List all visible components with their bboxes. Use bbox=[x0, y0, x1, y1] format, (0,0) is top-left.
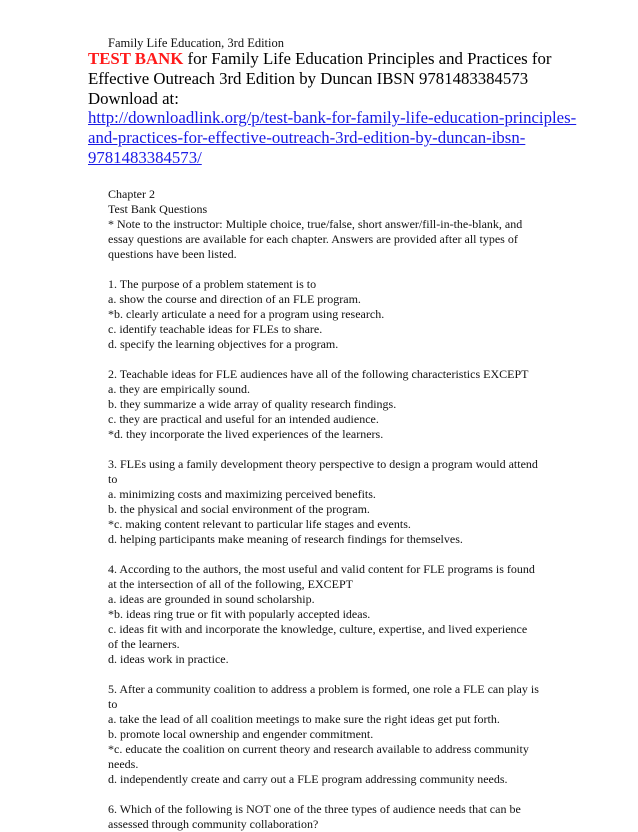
answer-option-line: b. promote local ownership and engender commitment. bbox=[108, 727, 374, 741]
question-stem-line: to bbox=[108, 697, 118, 711]
question-spacer bbox=[108, 442, 578, 457]
question-item bbox=[108, 367, 578, 442]
promo-title-text: for Family Life Education Principles and Practices for Effective Outreach 3rd Edition by Duncan IBSN 9781483384573 bbox=[88, 49, 552, 88]
question-stem-line: to bbox=[108, 472, 118, 486]
document-body bbox=[108, 187, 578, 832]
instructor-note-line: * Note to the instructor: Multiple choice, true/false, short answer/fill-in-the-blank, and bbox=[108, 217, 523, 231]
download-link-line: and-practices-for-effective-outreach-3rd-edition-by-duncan-ibsn- bbox=[88, 128, 526, 148]
question-stem-line: assessed through community collaboration? bbox=[108, 817, 319, 831]
question-spacer bbox=[108, 352, 578, 367]
answer-option-line: a. ideas are grounded in sound scholarship. bbox=[108, 592, 315, 606]
answer-option-line: *b. ideas ring true or fit with popularly accepted ideas. bbox=[108, 607, 371, 621]
answer-option-line: c. they are practical and useful for an intended audience. bbox=[108, 412, 379, 426]
question-spacer bbox=[108, 262, 578, 277]
answer-option-line: a. they are empirically sound. bbox=[108, 382, 250, 396]
download-label: Download at: bbox=[88, 88, 179, 108]
question-spacer bbox=[108, 547, 578, 562]
answer-option-line: of the learners. bbox=[108, 637, 180, 651]
question-stem-line: 5. After a community coalition to address a problem is formed, one role a FLE can play is bbox=[108, 682, 539, 696]
answer-option-line: c. ideas fit with and incorporate the knowledge, culture, expertise, and lived experience bbox=[108, 622, 528, 636]
answer-option-line: d. ideas work in practice. bbox=[108, 652, 229, 666]
answer-option-line: d. helping participants make meaning of research findings for themselves. bbox=[108, 532, 463, 546]
promo-block bbox=[88, 49, 583, 168]
question-stem-line: 3. FLEs using a family development theory perspective to design a program would attend bbox=[108, 457, 538, 471]
answer-option-line: c. identify teachable ideas for FLEs to share. bbox=[108, 322, 323, 336]
question-spacer bbox=[108, 787, 578, 802]
question-spacer bbox=[108, 667, 578, 682]
question-list bbox=[108, 262, 578, 832]
answer-option-line: *c. making content relevant to particular life stages and events. bbox=[108, 517, 411, 531]
question-item bbox=[108, 802, 578, 832]
question-stem-line: at the intersection of all of the following, EXCEPT bbox=[108, 577, 353, 591]
answer-option-line: a. show the course and direction of an FLE program. bbox=[108, 292, 361, 306]
answer-option-line: a. take the lead of all coalition meetings to make sure the right ideas get put forth. bbox=[108, 712, 500, 726]
question-stem-line: 4. According to the authors, the most useful and valid content for FLE programs is found bbox=[108, 562, 535, 576]
download-link-line: http://downloadlink.org/p/test-bank-for-family-life-education-principles- bbox=[88, 108, 577, 128]
question-item bbox=[108, 277, 578, 352]
instructor-note-line: essay questions are available for each chapter. Answers are provided after all types of bbox=[108, 232, 518, 246]
answer-option-line: b. the physical and social environment of the program. bbox=[108, 502, 370, 516]
answer-option-line: *c. educate the coalition on current theory and research available to address community bbox=[108, 742, 529, 756]
test-bank-label: TEST BANK bbox=[88, 49, 184, 68]
question-item bbox=[108, 682, 578, 787]
instructor-note-line: questions have been listed. bbox=[108, 247, 237, 261]
answer-option-line: *b. clearly articulate a need for a program using research. bbox=[108, 307, 385, 321]
answer-option-line: *d. they incorporate the lived experiences of the learners. bbox=[108, 427, 384, 441]
chapter-title: Chapter 2 bbox=[108, 187, 155, 201]
chapter-subtitle: Test Bank Questions bbox=[108, 202, 208, 216]
answer-option-line: b. they summarize a wide array of quality research findings. bbox=[108, 397, 397, 411]
question-item bbox=[108, 562, 578, 667]
question-stem-line: 2. Teachable ideas for FLE audiences have all of the following characteristics EXCEPT bbox=[108, 367, 529, 381]
download-link-line: 9781483384573/ bbox=[88, 147, 202, 167]
question-stem-line: 6. Which of the following is NOT one of the three types of audience needs that can be bbox=[108, 802, 521, 816]
question-stem-line: 1. The purpose of a problem statement is to bbox=[108, 277, 317, 291]
answer-option-line: d. specify the learning objectives for a program. bbox=[108, 337, 339, 351]
running-header: Family Life Education, 3rd Edition bbox=[108, 36, 285, 50]
promo-title bbox=[88, 49, 583, 89]
download-link[interactable] bbox=[88, 108, 576, 167]
question-item bbox=[108, 457, 578, 547]
answer-option-line: needs. bbox=[108, 757, 139, 771]
answer-option-line: d. independently create and carry out a FLE program addressing community needs. bbox=[108, 772, 508, 786]
answer-option-line: a. minimizing costs and maximizing perceived benefits. bbox=[108, 487, 376, 501]
